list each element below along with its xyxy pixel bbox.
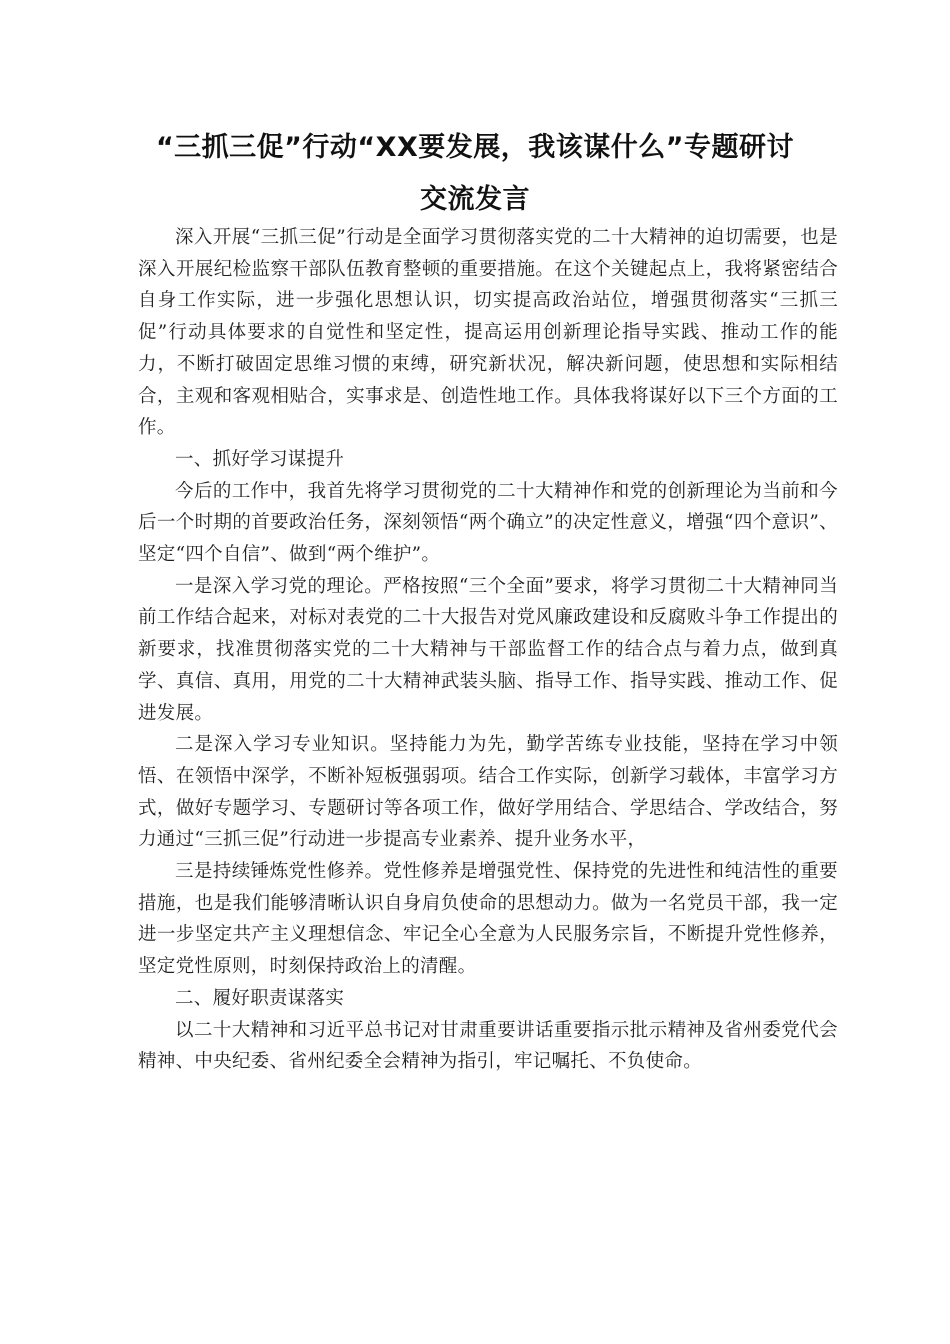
document-title [118,122,832,226]
point-2-paragraph: 二是深入学习专业知识。坚持能力为先，勤学苦练专业技能，坚持在学习中领悟、在领悟中深学，不断补短板强弱项。结合工作实际，创新学习载体，丰富学习方式，做好专题学习、专题研讨等各项工作，做好学用结合、学思结合、学改结合，努力通过“三抓三促”行动进一步提高专业素养、提升业务水平， [138,734,838,851]
point-3-paragraph: 三是持续锤炼党性修养。党性修养是增强党性、保持党的先进性和纯洁性的重要措施，也是我们能够清晰认识自身肩负使命的思想动力。做为一名党员干部，我一定进一步坚定共产主义理想信念、牢记全心全意为人民服务宗旨，不断提升党性修养，坚定党性原则，时刻保持政治上的清醒。 [138,861,838,978]
point-1-paragraph: 一是深入学习党的理论。严格按照“三个全面”要求，将学习贯彻二十大精神同当前工作结合起来，对标对表党的二十大报告对党风廉政建设和反腐败斗争工作提出的新要求，找准贯彻落实党的二十大精神与干部监督工作的结合点与着力点，做到真学、真信、真用，用党的二十大精神武装头脑、指导工作、指导实践、推动工作、促进发展。 [138,575,838,724]
section-heading-2: 二、履好职责谋落实 [175,987,345,1009]
document-body [138,222,838,1078]
intro-paragraph: 深入开展“三抓三促”行动是全面学习贯彻落实党的二十大精神的迫切需要，也是深入开展纪检监察干部队伍教育整顿的重要措施。在这个关键起点上，我将紧密结合自身工作实际，进一步强化思想认识，切实提高政治站位，增强贯彻落实“三抓三促”行动具体要求的自觉性和坚定性，提高运用创新理论指导实践、推动工作的能力，不断打破固定思维习惯的束缚，研究新状况，解决新问题，使思想和实际相结合，主观和客观相贴合，实事求是、创造性地工作。具体我将谋好以下三个方面的工作。 [138,227,838,439]
title-line-2: 交流发言 [420,184,530,215]
section-2-paragraph: 以二十大精神和习近平总书记对甘肃重要讲话重要指示批示精神及省州委党代会精神、中央纪委、省州纪委全会精神为指引，牢记嘱托、不负使命。 [138,1019,838,1073]
title-line-1: “三抓三促”行动“XX要发展，我该谋什么”专题研讨 [155,132,795,163]
section-1-paragraph: 今后的工作中，我首先将学习贯彻党的二十大精神作和党的创新理论为当前和今后一个时期的首要政治任务，深刻领悟“两个确立”的决定性意义，增强“四个意识”、坚定“四个自信”、做到“两个维护”。 [138,480,838,566]
section-heading-1: 一、抓好学习谋提升 [175,448,345,470]
